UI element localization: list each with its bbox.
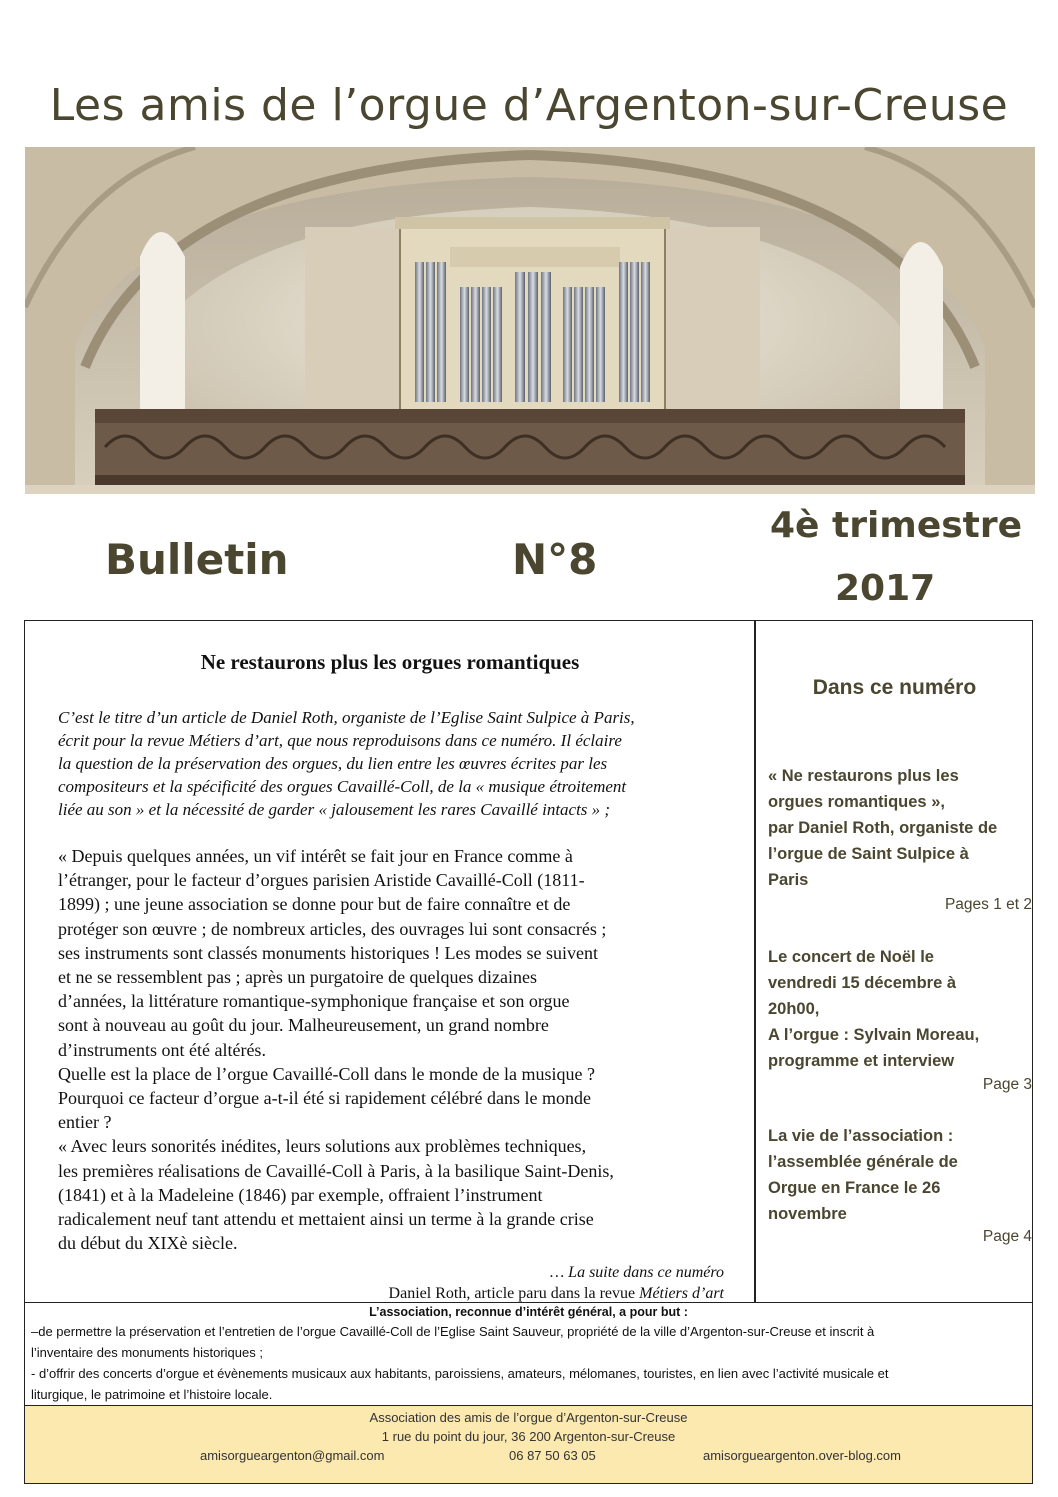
association-line: l’inventaire des monuments historiques ; — [31, 1345, 263, 1360]
association-line: liturgique, le patrimoine et l’histoire locale. — [31, 1387, 273, 1402]
quote-line: du début du XIXè siècle. — [58, 1233, 238, 1254]
toc-line: La vie de l’association : — [768, 1127, 954, 1145]
toc-line: A l’orgue : Sylvain Moreau, — [768, 1026, 980, 1044]
toc-line: Orgue en France le 26 — [768, 1179, 941, 1197]
toc-line: Le concert de Noël le — [768, 948, 934, 966]
toc-page: Pages 1 et 2 — [944, 896, 1032, 913]
toc-item — [768, 763, 1030, 893]
toc-line: vendredi 15 décembre à — [768, 974, 957, 992]
article-quote — [58, 844, 730, 1255]
issue-year: 2017 — [835, 568, 936, 609]
quote-line: ses instruments sont classés monuments historiques ! Les modes se suivent — [58, 942, 598, 963]
contact-footer — [24, 1406, 1033, 1484]
toc-title: Dans ce numéro — [812, 676, 977, 699]
quote-line: et ne se ressemblent pas ; après un purgatoire de quelques dizaines — [58, 967, 538, 988]
toc-line: l’assemblée générale de — [768, 1153, 958, 1171]
quote-line: les premières réalisations de Cavaillé-Coll à Paris, à la basilique Saint-Denis, — [58, 1160, 614, 1181]
issue-period: 4è trimestre — [770, 505, 1023, 546]
continued-note: … La suite dans ce numéro — [549, 1264, 724, 1281]
toc-line: 20h00, — [768, 1000, 820, 1018]
quote-line: radicalement neuf tant attendu et mettaient ainsi un terme à la grande crise — [58, 1209, 594, 1230]
footer-org-name: Association des amis de l’orgue d’Argenton-sur-Creuse — [369, 1410, 688, 1425]
quote-line: « Avec leurs sonorités inédites, leurs solutions aux problèmes techniques, — [58, 1136, 587, 1157]
footer-contacts — [25, 1446, 1032, 1470]
quote-line: l’étranger, pour le facteur d’orgues parisien Aristide Cavaillé-Coll (1811- — [58, 870, 585, 891]
footer-email[interactable]: amisorgueargenton@gmail.com — [200, 1448, 385, 1463]
association-line: - d’offrir des concerts d’orgue et évènements musicaux aux habitants, paroissiens, amateurs, mélomanes, touristes, en lien avec l’activité musicale et — [31, 1366, 889, 1381]
quote-line: d’années, la littérature romantique-symphonique française et son orgue — [58, 991, 570, 1012]
toc-item — [768, 1123, 1030, 1227]
quote-line: d’instruments ont été altérés. — [58, 1039, 266, 1060]
column-divider — [754, 620, 756, 1303]
association-heading: L’association, reconnue d’intérêt général, a pour but : — [369, 1305, 688, 1319]
toc-line: programme et interview — [768, 1052, 955, 1070]
association-box — [24, 1303, 1033, 1406]
article-title: Ne restaurons plus les orgues romantiques — [200, 650, 580, 674]
intro-line: la question de la préservation des orgues, du lien entre les œuvres écrites par les — [58, 754, 608, 773]
toc-page: Page 3 — [982, 1076, 1032, 1093]
footer-blog-link[interactable]: amisorgueargenton.over-blog.com — [703, 1448, 901, 1463]
association-line: –de permettre la préservation et l’entretien de l’orgue Cavaillé-Coll de l’Eglise Saint Sauveur, propriété de la ville d’Argenton-sur-Creuse et inscrit à — [31, 1324, 875, 1339]
toc-line: novembre — [768, 1205, 847, 1223]
issue-number: N°8 — [512, 535, 598, 584]
masthead-title: Les amis de l’orgue d’Argenton-sur-Creuse — [49, 80, 1009, 131]
quote-line: Quelle est la place de l’orgue Cavaillé-Coll dans le monde de la musique ? — [58, 1063, 595, 1084]
intro-line: liée au son » et la nécessité de garder « jalousement les rares Cavaillé intacts » ; — [58, 800, 611, 819]
quote-line: 1899) ; une jeune association se donne pour but de faire connaître et de — [58, 894, 571, 915]
toc-line: par Daniel Roth, organiste de — [768, 819, 998, 837]
quote-line: entier ? — [58, 1112, 112, 1133]
bulletin-label: Bulletin — [105, 535, 289, 584]
credit-prefix: Daniel Roth, article paru dans la revue — [388, 1285, 640, 1302]
toc-line: l’orgue de Saint Sulpice à — [768, 845, 969, 863]
quote-line: (1841) et à la Madeleine (1846) par exemple, offraient l’instrument — [58, 1184, 543, 1205]
toc-page: Page 4 — [982, 1228, 1032, 1245]
intro-line: C’est le titre d’un article de Daniel Roth, organiste de l’Eglise Saint Sulpice à Paris, — [58, 708, 635, 727]
article-credit — [58, 1283, 724, 1304]
credit-journal: Métiers d’art — [639, 1285, 724, 1302]
organ-photo — [25, 147, 1035, 494]
quote-line: Pourquoi ce facteur d’orgue a-t-il été si rapidement célébré dans le monde — [58, 1088, 591, 1109]
intro-line: compositeurs et la spécificité des orgues Cavaillé-Coll, de la « musique étroitement — [58, 777, 627, 796]
quote-line: sont à nouveau au goût du jour. Malheureusement, un grand nombre — [58, 1015, 549, 1036]
footer-phone: 06 87 50 63 05 — [509, 1448, 596, 1463]
article-intro — [58, 706, 728, 821]
toc-item — [768, 944, 1030, 1074]
toc-line: « Ne restaurons plus les — [768, 767, 959, 785]
footer-address: 1 rue du point du jour, 36 200 Argenton-sur-Creuse — [381, 1429, 676, 1444]
article-footer — [58, 1262, 724, 1304]
quote-line: protéger son œuvre ; de nombreux articles, des ouvrages lui sont consacrés ; — [58, 918, 607, 939]
quote-line: « Depuis quelques années, un vif intérêt se fait jour en France comme à — [58, 846, 573, 866]
intro-line: écrit pour la revue Métiers d’art, que nous reproduisons dans ce numéro. Il éclaire — [58, 731, 622, 750]
toc-line: orgues romantiques », — [768, 793, 945, 811]
toc-line: Paris — [768, 871, 809, 889]
association-body — [25, 1321, 1032, 1405]
